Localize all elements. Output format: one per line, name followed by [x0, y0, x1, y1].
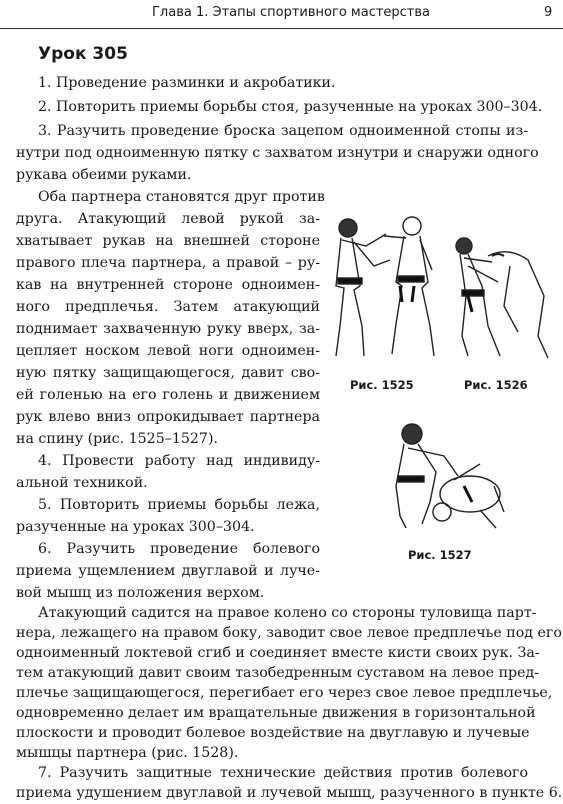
lesson-title: Урок 305 [38, 44, 128, 64]
text-line: рукава обеими руками. [16, 167, 192, 183]
figure-1527-illustration [384, 416, 514, 536]
text-line: ей голенью на его голень и движением [16, 387, 320, 403]
figure-1525-illustration [326, 206, 446, 366]
text-line: цепляет носком левой ноги одноимен- [16, 343, 320, 359]
text-line: 3. Разучить проведение броска зацепом одноименной стопы из- [38, 123, 528, 139]
text-line: нутри под одноименную пятку с захватом изнутри и снаружи одного [16, 145, 539, 161]
text-line: тем атакующий давит своим тазобедренным суставом на левое пред- [16, 665, 540, 681]
figure-1525-caption: Рис. 1525 [350, 378, 414, 392]
text-line: кав на внутренней стороне одноимен- [16, 277, 320, 293]
text-line: приема ущемлением двуглавой и луче- [16, 563, 320, 579]
text-line: плечье защищающегося, перегибает его через свое левое предплечье, [16, 685, 553, 701]
text-line: нера, лежащего на правом боку, заводит свое левое предплечье под его [16, 625, 562, 641]
text-line: альной техникой. [16, 475, 148, 491]
text-line: Оба партнера становятся друг против [38, 189, 325, 205]
text-line: хватывает рукав на внешней стороне [16, 233, 320, 249]
text-line: рук влево вниз опрокидывает партнера [16, 409, 320, 425]
text-line: 5. Повторить приемы борьбы лежа, [38, 497, 320, 513]
text-line: разученные на уроках 300–304. [16, 519, 255, 535]
text-line: 4. Провести работу над индивиду- [38, 453, 320, 469]
figure-1526-illustration [448, 226, 558, 366]
chapter-title: Глава 1. Этапы спортивного мастерства [152, 5, 431, 20]
text-line: друга. Атакующий левой рукой за- [16, 211, 320, 227]
figure-1527-caption: Рис. 1527 [408, 548, 472, 562]
text-line: мышцы партнера (рис. 1528). [16, 745, 239, 761]
page-number: 9 [544, 5, 553, 20]
text-line: поднимает захваченную руку вверх, за- [16, 321, 320, 337]
text-line: ную пятку защищающегося, давит сво- [16, 365, 320, 381]
text-line: на спину (рис. 1525–1527). [16, 431, 218, 447]
text-line: 1. Проведение разминки и акробатики. [38, 75, 336, 91]
text-line: приема удушением двуглавой и лучевой мышц, разученного в пункте 6. [16, 785, 563, 801]
text-line: 6. Разучить проведение болевого [38, 541, 320, 557]
text-line: 7. Разучить защитные технические действия против болевого [38, 765, 528, 781]
text-line: правого плеча партнера, а правой – ру- [16, 255, 320, 271]
running-header [0, 0, 563, 29]
text-line: одноименный локтевой сгиб и соединяет вместе кисти своих рук. За- [16, 645, 540, 661]
figure-1526-caption: Рис. 1526 [464, 378, 528, 392]
text-line: одновременно делает им вращательные движения в горизонтальной [16, 705, 536, 721]
text-line: плоскости и проводит болевое воздействие на двуглавую и лучевые [16, 725, 530, 741]
text-line: 2. Повторить приемы борьбы стоя, разученные на уроках 300–304. [38, 99, 543, 115]
text-line: вой мышц из положения верхом. [16, 585, 265, 601]
text-line: Атакующий садится на правое колено со стороны туловища парт- [38, 605, 537, 621]
text-line: ного предплечья. Затем атакующий [16, 299, 320, 315]
